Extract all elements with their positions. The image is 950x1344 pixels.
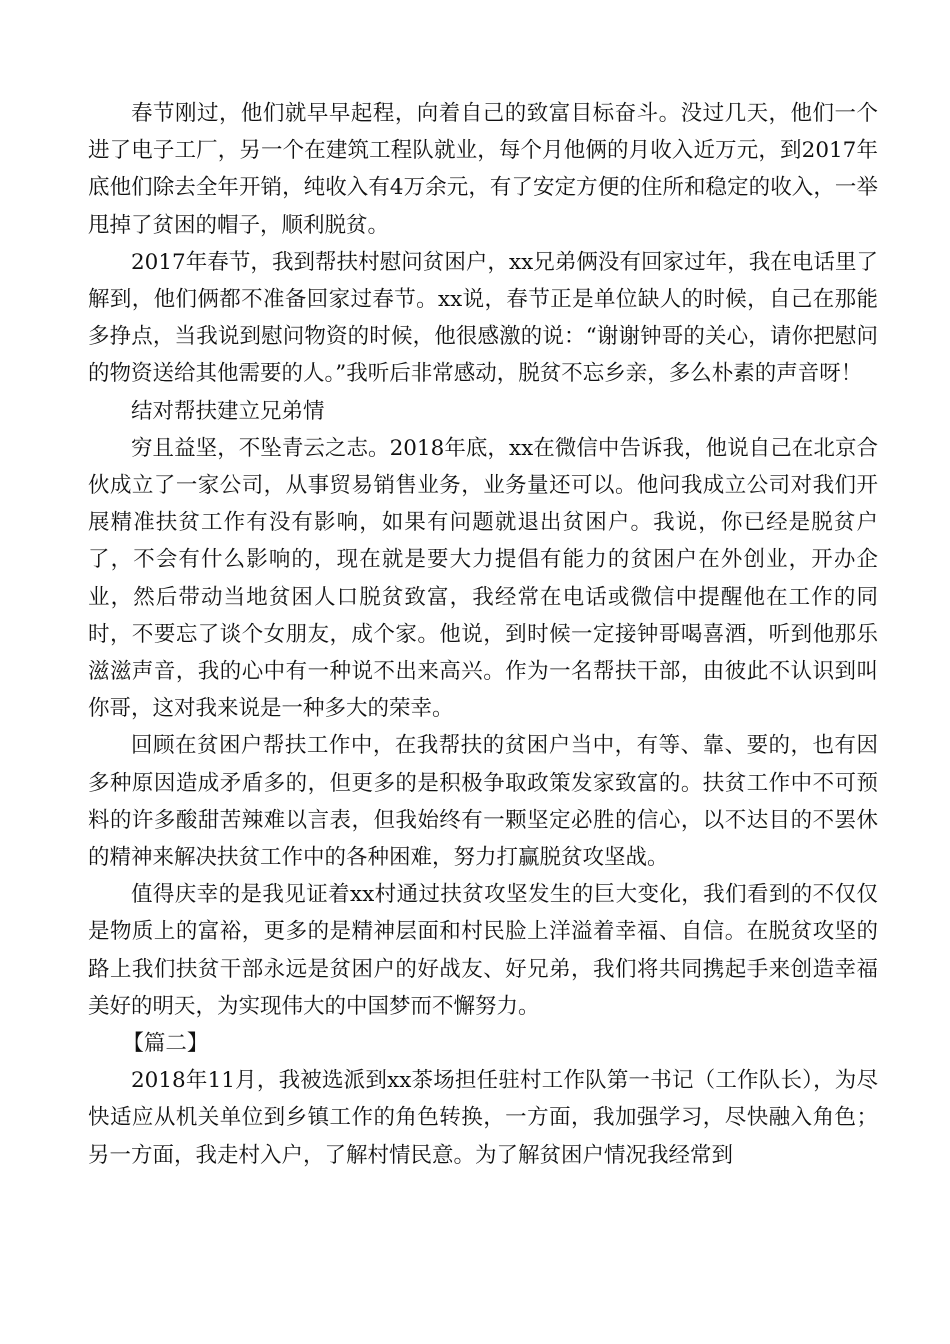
document-body bbox=[88, 95, 878, 1174]
paragraph-1: 春节刚过，他们就早早起程，向着自己的致富目标奋斗。没过几天，他们一个进了电子工厂，另一个在建筑工程队就业，每个月他俩的月收入近万元，到2017年底他们除去全年开销，纯收入有4万余元，有了安定方便的住所和稳定的收入，一举甩掉了贫困的帽子，顺利脱贫。 bbox=[88, 101, 878, 238]
paragraph-3: 穷且益坚，不坠青云之志。2018年底，xx在微信中告诉我，他说自己在北京合伙成立了一家公司，从事贸易销售业务，业务量还可以。他问我成立公司对我们开展精准扶贫工作有没有影响，如果有问题就退出贫困户。我说，你已经是脱贫户了，不会有什么影响的，现在就是要大力提倡有能力的贫困户在外创业，开办企业，然后带动当地贫困人口脱贫致富，我经常在电话或微信中提醒他在工作的同时，不要忘了谈个女朋友，成个家。他说，到时候一定接钟哥喝喜酒，听到他那乐滋滋声音，我的心中有一种说不出来高兴。作为一名帮扶干部，由彼此不认识到叫你哥，这对我来说是一种多大的荣幸。 bbox=[88, 435, 878, 722]
section-marker: 【篇二】 bbox=[122, 1031, 209, 1057]
paragraph-6: 2018年11月，我被选派到xx茶场担任驻村工作队第一书记（工作队长），为尽快适应从机关单位到乡镇工作的角色转换，一方面，我加强学习，尽快融入角色；另一方面，我走村入户，了解村情民意。为了解贫困户情况我经常到 bbox=[88, 1068, 878, 1168]
section-heading: 结对帮扶建立兄弟情 bbox=[131, 398, 325, 424]
paragraph-2: 2017年春节，我到帮扶村慰问贫困户，xx兄弟俩没有回家过年，我在电话里了解到，他们俩都不准备回家过春节。xx说，春节正是单位缺人的时候，自己在那能多挣点，当我说到慰问物资的时候，他很感激的说：“谢谢钟哥的关心，请你把慰问的物资送给其他需要的人。”我听后非常感动，脱贫不忘乡亲，多么朴素的声音呀！ bbox=[88, 249, 878, 387]
paragraph-5: 值得庆幸的是我见证着xx村通过扶贫攻坚发生的巨大变化，我们看到的不仅仅是物质上的富裕，更多的是精神层面和村民脸上洋溢着幸福、自信。在脱贫攻坚的路上我们扶贫干部永远是贫困户的好战友、好兄弟，我们将共同携起手来创造幸福美好的明天，为实现伟大的中国梦而不懈努力。 bbox=[88, 882, 878, 1019]
paragraph-4: 回顾在贫困户帮扶工作中，在我帮扶的贫困户当中，有等、靠、要的，也有因多种原因造成矛盾多的，但更多的是积极争取政策发家致富的。扶贫工作中不可预料的许多酸甜苦辣难以言表，但我始终有一颗坚定必胜的信心，以不达目的不罢休的精神来解决扶贫工作中的各种困难，努力打赢脱贫攻坚战。 bbox=[88, 733, 878, 871]
